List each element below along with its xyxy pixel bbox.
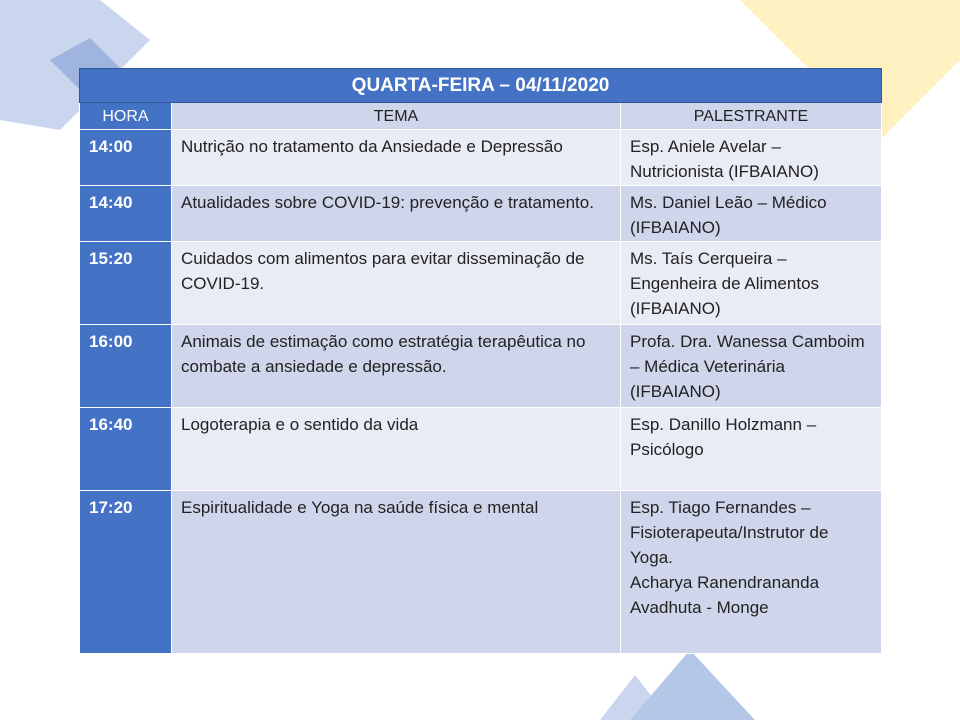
table-row (80, 491, 882, 654)
table-row (80, 186, 882, 242)
palestrante-line: Esp. Aniele Avelar – Nutricionista (IFBAIANO) (630, 137, 819, 181)
palestrante-line: Ms. Daniel Leão – Médico (IFBAIANO) (630, 193, 827, 237)
table-row (80, 242, 882, 325)
cell-tema: Atualidades sobre COVID-19: prevenção e tratamento. (172, 186, 621, 242)
cell-palestrante (621, 130, 882, 186)
palestrante-line: Acharya Ranendrananda Avadhuta - Monge (630, 573, 820, 617)
cell-tema: Logoterapia e o sentido da vida (172, 408, 621, 491)
cell-hora: 17:20 (80, 491, 172, 654)
cell-tema: Animais de estimação como estratégia terapêutica no combate a ansiedade e depressão. (172, 325, 621, 408)
cell-palestrante (621, 325, 882, 408)
schedule-table (79, 68, 882, 654)
table-row (80, 130, 882, 186)
header-row (80, 103, 882, 130)
cell-tema: Espiritualidade e Yoga na saúde física e mental (172, 491, 621, 654)
title-row (80, 69, 882, 103)
cell-tema: Cuidados com alimentos para evitar disseminação de COVID-19. (172, 242, 621, 325)
column-header-hora: HORA (80, 103, 172, 130)
schedule-table-container (79, 68, 881, 654)
table-title: QUARTA-FEIRA – 04/11/2020 (80, 69, 882, 103)
palestrante-line: Esp. Tiago Fernandes – Fisioterapeuta/Instrutor de Yoga. (630, 498, 829, 567)
cell-hora: 16:40 (80, 408, 172, 491)
cell-hora: 14:00 (80, 130, 172, 186)
cell-palestrante (621, 186, 882, 242)
column-header-palestrante: PALESTRANTE (621, 103, 882, 130)
cell-tema: Nutrição no tratamento da Ansiedade e Depressão (172, 130, 621, 186)
table-row (80, 408, 882, 491)
palestrante-line: Ms. Taís Cerqueira – Engenheira de Alimentos (IFBAIANO) (630, 249, 820, 318)
cell-hora: 14:40 (80, 186, 172, 242)
cell-hora: 15:20 (80, 242, 172, 325)
cell-palestrante (621, 408, 882, 491)
cell-palestrante (621, 242, 882, 325)
cell-hora: 16:00 (80, 325, 172, 408)
cell-palestrante (621, 491, 882, 654)
palestrante-line: Esp. Danillo Holzmann – Psicólogo (630, 415, 817, 459)
palestrante-line: Profa. Dra. Wanessa Camboim – Médica Veterinária (IFBAIANO) (630, 332, 865, 401)
table-row (80, 325, 882, 408)
column-header-tema: TEMA (172, 103, 621, 130)
